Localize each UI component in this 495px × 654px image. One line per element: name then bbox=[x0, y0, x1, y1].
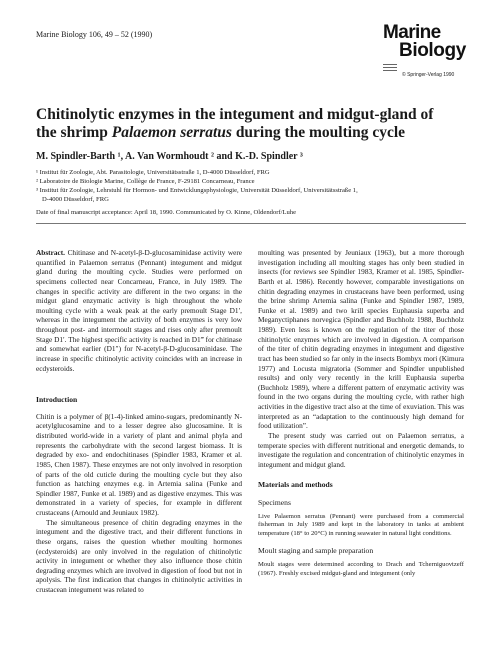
affiliation-3-cont: D-4000 Düsseldorf, FRG bbox=[42, 196, 109, 203]
logo-word-marine: Marine bbox=[383, 22, 441, 43]
affiliation-2: ² Laboratoire de Biologie Marine, Collège de France, F-29181 Concarneau, France bbox=[36, 178, 255, 185]
abstract-text: Chitinase and N-acetyl-β-D-glucosaminidase activity were quantified in Palaemon serratus (Pennant) integument and midgut gland during the moulting cycle. Studies were performed on specimens collected near Concarneau, France, in July 1989. The changes in specific activity are different in the two organs: in the midgut gland enzymatic activity is high throughout the whole moulting cycle with a weak peak at the early premoult Stage D1′, whereas in the integument the activity of both enzymes is very low throughout post- and intermoult stages and rises only after premoult Stage D1′. The highest specific activity is reached in D1‴ for chitinase and somewhat earlier (D1″) for N-acetyl-β-D-glucosaminidase. The increase in specific chitinolytic activity coincides with an increase in ecdysteroids. bbox=[36, 248, 243, 373]
publisher-copyright: © Springer-Verlag 1990 bbox=[402, 72, 455, 78]
intro-paragraph-1: Chitin is a polymer of β(1-4)-linked amino-sugars, predominantly N-acetylglucosamine and to a lesser degree also glucosamine. It is distributed world-wide in a variety of plant and animal phyla and represents the carbohydrate with the second largest biomass. It is degraded by exo- and endochitinases (Spindler 1983, Kramer et al. 1985, Chen 1987). These enzymes are not only involved in resorption of parts of the old cuticle during the moulting cycle but they also function as hatching enzymes e.g. in Artemia salina (Funke and Spindler 1987, Funke et al. 1989) and as digestive enzymes. This was demonstrated in a variety of species, for example in different crustaceans (Arnould and Jeuniaux 1982). bbox=[36, 411, 242, 517]
header-rule bbox=[36, 223, 466, 224]
acceptance-date: Date of final manuscript acceptance: April 18, 1990. Communicated by O. Kinne, Oldendorf/Luhe bbox=[36, 209, 297, 216]
body-paragraph-2: The present study was carried out on Palaemon serratus, a temperate species with different nutritional and energetic demands, to investigate the regulation and concentration of chitinolytic enzymes in integument and midgut gland. bbox=[258, 430, 464, 469]
author-list: M. Spindler-Barth ¹, A. Van Wormhoudt ² and K.-D. Spindler ³ bbox=[36, 151, 303, 162]
body-paragraph-1: moulting was presented by Jeuniaux (1963), but a more thorough investigation including all moulting stages has only been studied in insects (for reviews see Spindler 1983, Kramer et al. 1985, Spindler-Barth et al. 1986). Recently however, comparable investigations on chitin degrading enzymes in crustaceans have been performed, using the brine shrimp Artemia salina (Funke and Spindler 1987, 1989, Funke et al. 1989) and two krill species Euphausia superba and Meganyctiphanes norvegica (Spindler and Buchholz 1988, Buchholz 1989). Even less is known on the regulation of the titer of those chitinolytic enzymes which are involved in digestion. A comparison of the titer of chitin degrading enzymes in integument and digestive tract has been studied so far only in the insects Bombyx mori (Kimura 1977) and Locusta migratoria (Sommer and Spindler unpublished results) and only very recently in the krill Euphausia superba (Buchholz 1989), where a different pattern of enzymatic activity was found in the two organs during the moulting cycle, with rather high activities in the digestive tract also at the time of exuviation. This was interpreted as an “adaptation to the continuously high demand for food utilization”. bbox=[258, 248, 464, 431]
affiliation-1: ¹ Institut für Zoologie, Abt. Parasitologie, Universitätsstraße 1, D-4000 Düsseldorf, FRG bbox=[36, 169, 270, 176]
journal-logo bbox=[383, 22, 466, 86]
logo-decoration bbox=[383, 64, 397, 73]
affiliation-3: ³ Institut für Zoologie, Lehrstuhl für Hormon- und Entwicklungsphysiologie, Universität Düsseldorf, Universitätsstraße 1, bbox=[36, 187, 358, 194]
staging-heading: Moult staging and sample preparation bbox=[258, 546, 374, 556]
introduction-heading: Introduction bbox=[36, 395, 78, 405]
methods-heading: Materials and methods bbox=[258, 480, 333, 490]
staging-text: Moult stages were determined according to Drach and Tcherniguovtzeff (1967). Freshly excised midgut-gland and integument (only bbox=[258, 561, 464, 577]
specimens-heading: Specimens bbox=[258, 498, 291, 507]
left-column bbox=[36, 248, 242, 595]
journal-citation: Marine Biology 106, 49 – 52 (1990) bbox=[36, 30, 153, 39]
intro-paragraph-2: The simultaneous presence of chitin degrading enzymes in the integument and the digestive tract, and their different functions in these organs, raises the question whether moulting hormones (ecdysteroids) are only involved in the regulation of chitinolytic activity in integument or whether they also influence those chitin degrading enzymes which are involved in digestion of food but not in apolysis. The first indication that changes in chitinolytic activities in crustacean integument was related to bbox=[36, 517, 242, 594]
abstract-label: Abstract. bbox=[36, 248, 65, 257]
abstract bbox=[36, 248, 242, 373]
affiliations bbox=[36, 168, 466, 204]
specimens-text: Live Palaemon serratus (Pennant) were purchased from a commercial fisherman in July 1989 and kept in the laboratory in tanks at ambient temperature (18° to 20°C) in running seawater in natural light conditions. bbox=[258, 512, 464, 537]
article-title: Chitinolytic enzymes in the integument and midgut-gland of the shrimp Palaemon serratus during the moulting cycle bbox=[36, 106, 434, 141]
right-column bbox=[258, 248, 464, 578]
logo-word-biology: Biology bbox=[399, 40, 466, 62]
